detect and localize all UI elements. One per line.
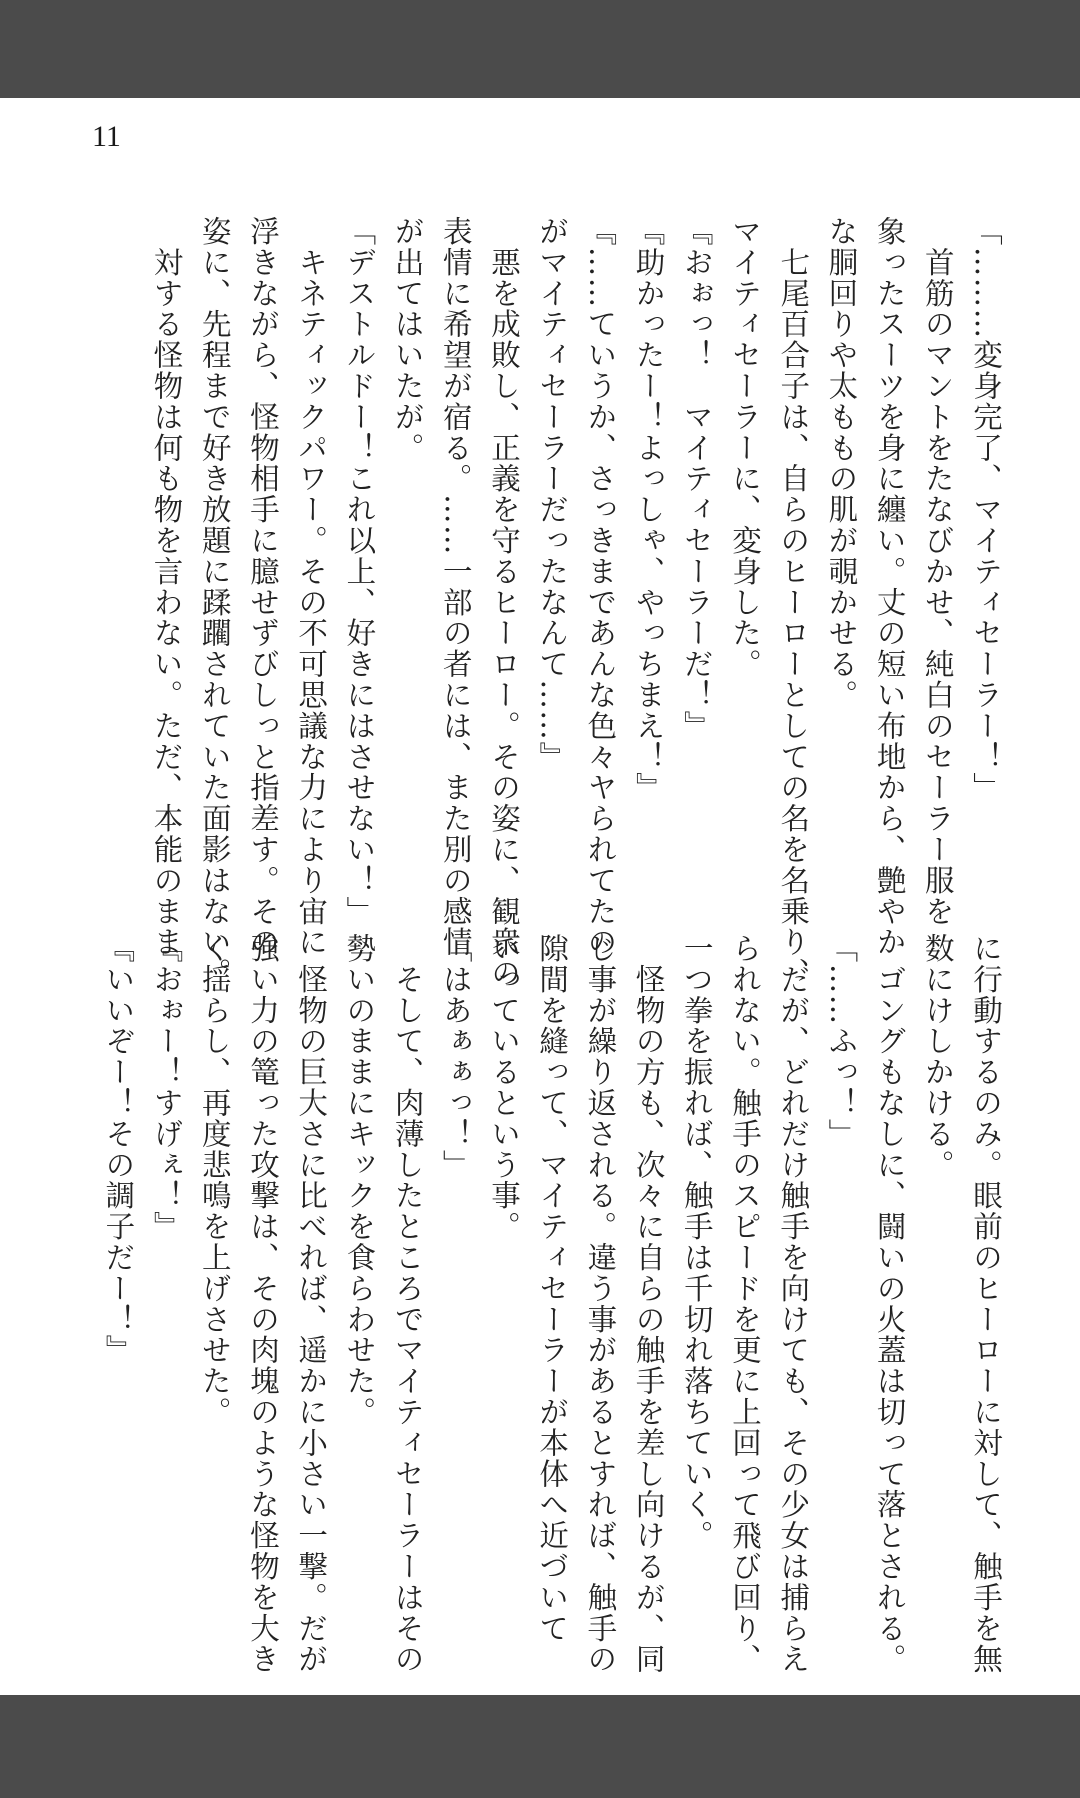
text-line: が出てはいたが。: [390, 216, 425, 464]
text-line: そして、肉薄したところでマイティセーラーはその: [390, 933, 425, 1675]
text-line: 「デストルドー！これ以上、好きにはさせない！」: [342, 216, 377, 927]
text-line: 『助かったー！よっしゃ、やっちまえ！』: [631, 216, 666, 804]
text-line: じ事が繰り返される。違う事があるとすれば、触手の: [583, 933, 618, 1675]
text-line: く揺らし、再度悲鳴を上げさせた。: [197, 933, 232, 1428]
page-number: 11: [92, 120, 121, 153]
upper-text-block: [80, 216, 1010, 996]
text-line: 怪物の巨大さに比べれば、遥かに小さい一撃。だが: [294, 933, 329, 1675]
text-line: 表情に希望が宿る。……一部の者には、また別の感情: [438, 216, 473, 958]
text-line: ゴングもなしに、闘いの火蓋は切って落とされる。: [872, 933, 907, 1675]
text-line: 「………変身完了、マイティセーラー！」: [969, 216, 1003, 804]
bottom-toolbar: [0, 1695, 1080, 1798]
text-line: 姿に、先程まで好き放題に蹂躙されていた面影はない。: [197, 216, 232, 989]
text-line: 隙間を縫って、マイティセーラーが本体へ近づいて: [535, 933, 570, 1644]
text-line: 悪を成敗し、正義を守るヒーロー。その姿に、観衆の: [486, 216, 521, 989]
text-line: 首筋のマントをたなびかせ、純白のセーラー服を: [920, 216, 955, 927]
text-line: な胴回りや太ももの肌が覗かせる。: [824, 216, 859, 711]
lower-text-block: [80, 933, 1010, 1675]
text-line: 『……ていうか、さっきまであんな色々ヤられてたの: [583, 216, 618, 958]
text-line: 「……ふっ！」: [824, 933, 859, 1150]
text-line: 怪物の方も、次々に自らの触手を差し向けるが、同: [631, 933, 666, 1675]
text-line: 『いいぞー！その調子だー！』: [101, 933, 136, 1366]
text-line: 勢いのままにキックを食らわせた。: [342, 933, 377, 1428]
text-line: マイティセーラーに、変身した。: [727, 216, 762, 680]
text-line: 対する怪物は何も物を言わない。ただ、本能のまま: [149, 216, 184, 958]
text-line: 『おぉっ！ マイティセーラーだ！』: [679, 216, 714, 742]
text-line: 七尾百合子は、自らのヒーローとしての名を名乗り、: [776, 216, 811, 989]
text-line: 浮きながら、怪物相手に臆せずびしっと指差す。その: [245, 216, 280, 958]
text-line: 一つ拳を振れば、触手は千切れ落ちていく。: [679, 933, 714, 1551]
text-line: 『おぉー！すげぇ！』: [149, 933, 184, 1242]
text-line: に行動するのみ。眼前のヒーローに対して、触手を無: [969, 933, 1003, 1675]
text-line: キネティックパワー。その不可思議な力により宙に: [294, 216, 329, 958]
book-page: [0, 98, 1080, 1695]
text-line: られない。触手のスピードを更に上回って飛び回り、: [727, 933, 762, 1675]
text-line: 象ったスーツを身に纏い。丈の短い布地から、艶やか: [872, 216, 907, 958]
top-toolbar: [0, 0, 1080, 98]
text-line: がマイティセーラーだったなんて……』: [535, 216, 570, 773]
text-line: 「はあぁぁっ！」: [438, 933, 473, 1181]
text-line: だが、どれだけ触手を向けても、その少女は捕らえ: [776, 933, 811, 1675]
text-line: 強い力の篭った攻撃は、その肉塊のような怪物を大き: [245, 933, 280, 1675]
text-line: いっているという事。: [486, 933, 521, 1242]
text-line: 数にけしかける。: [920, 933, 955, 1181]
